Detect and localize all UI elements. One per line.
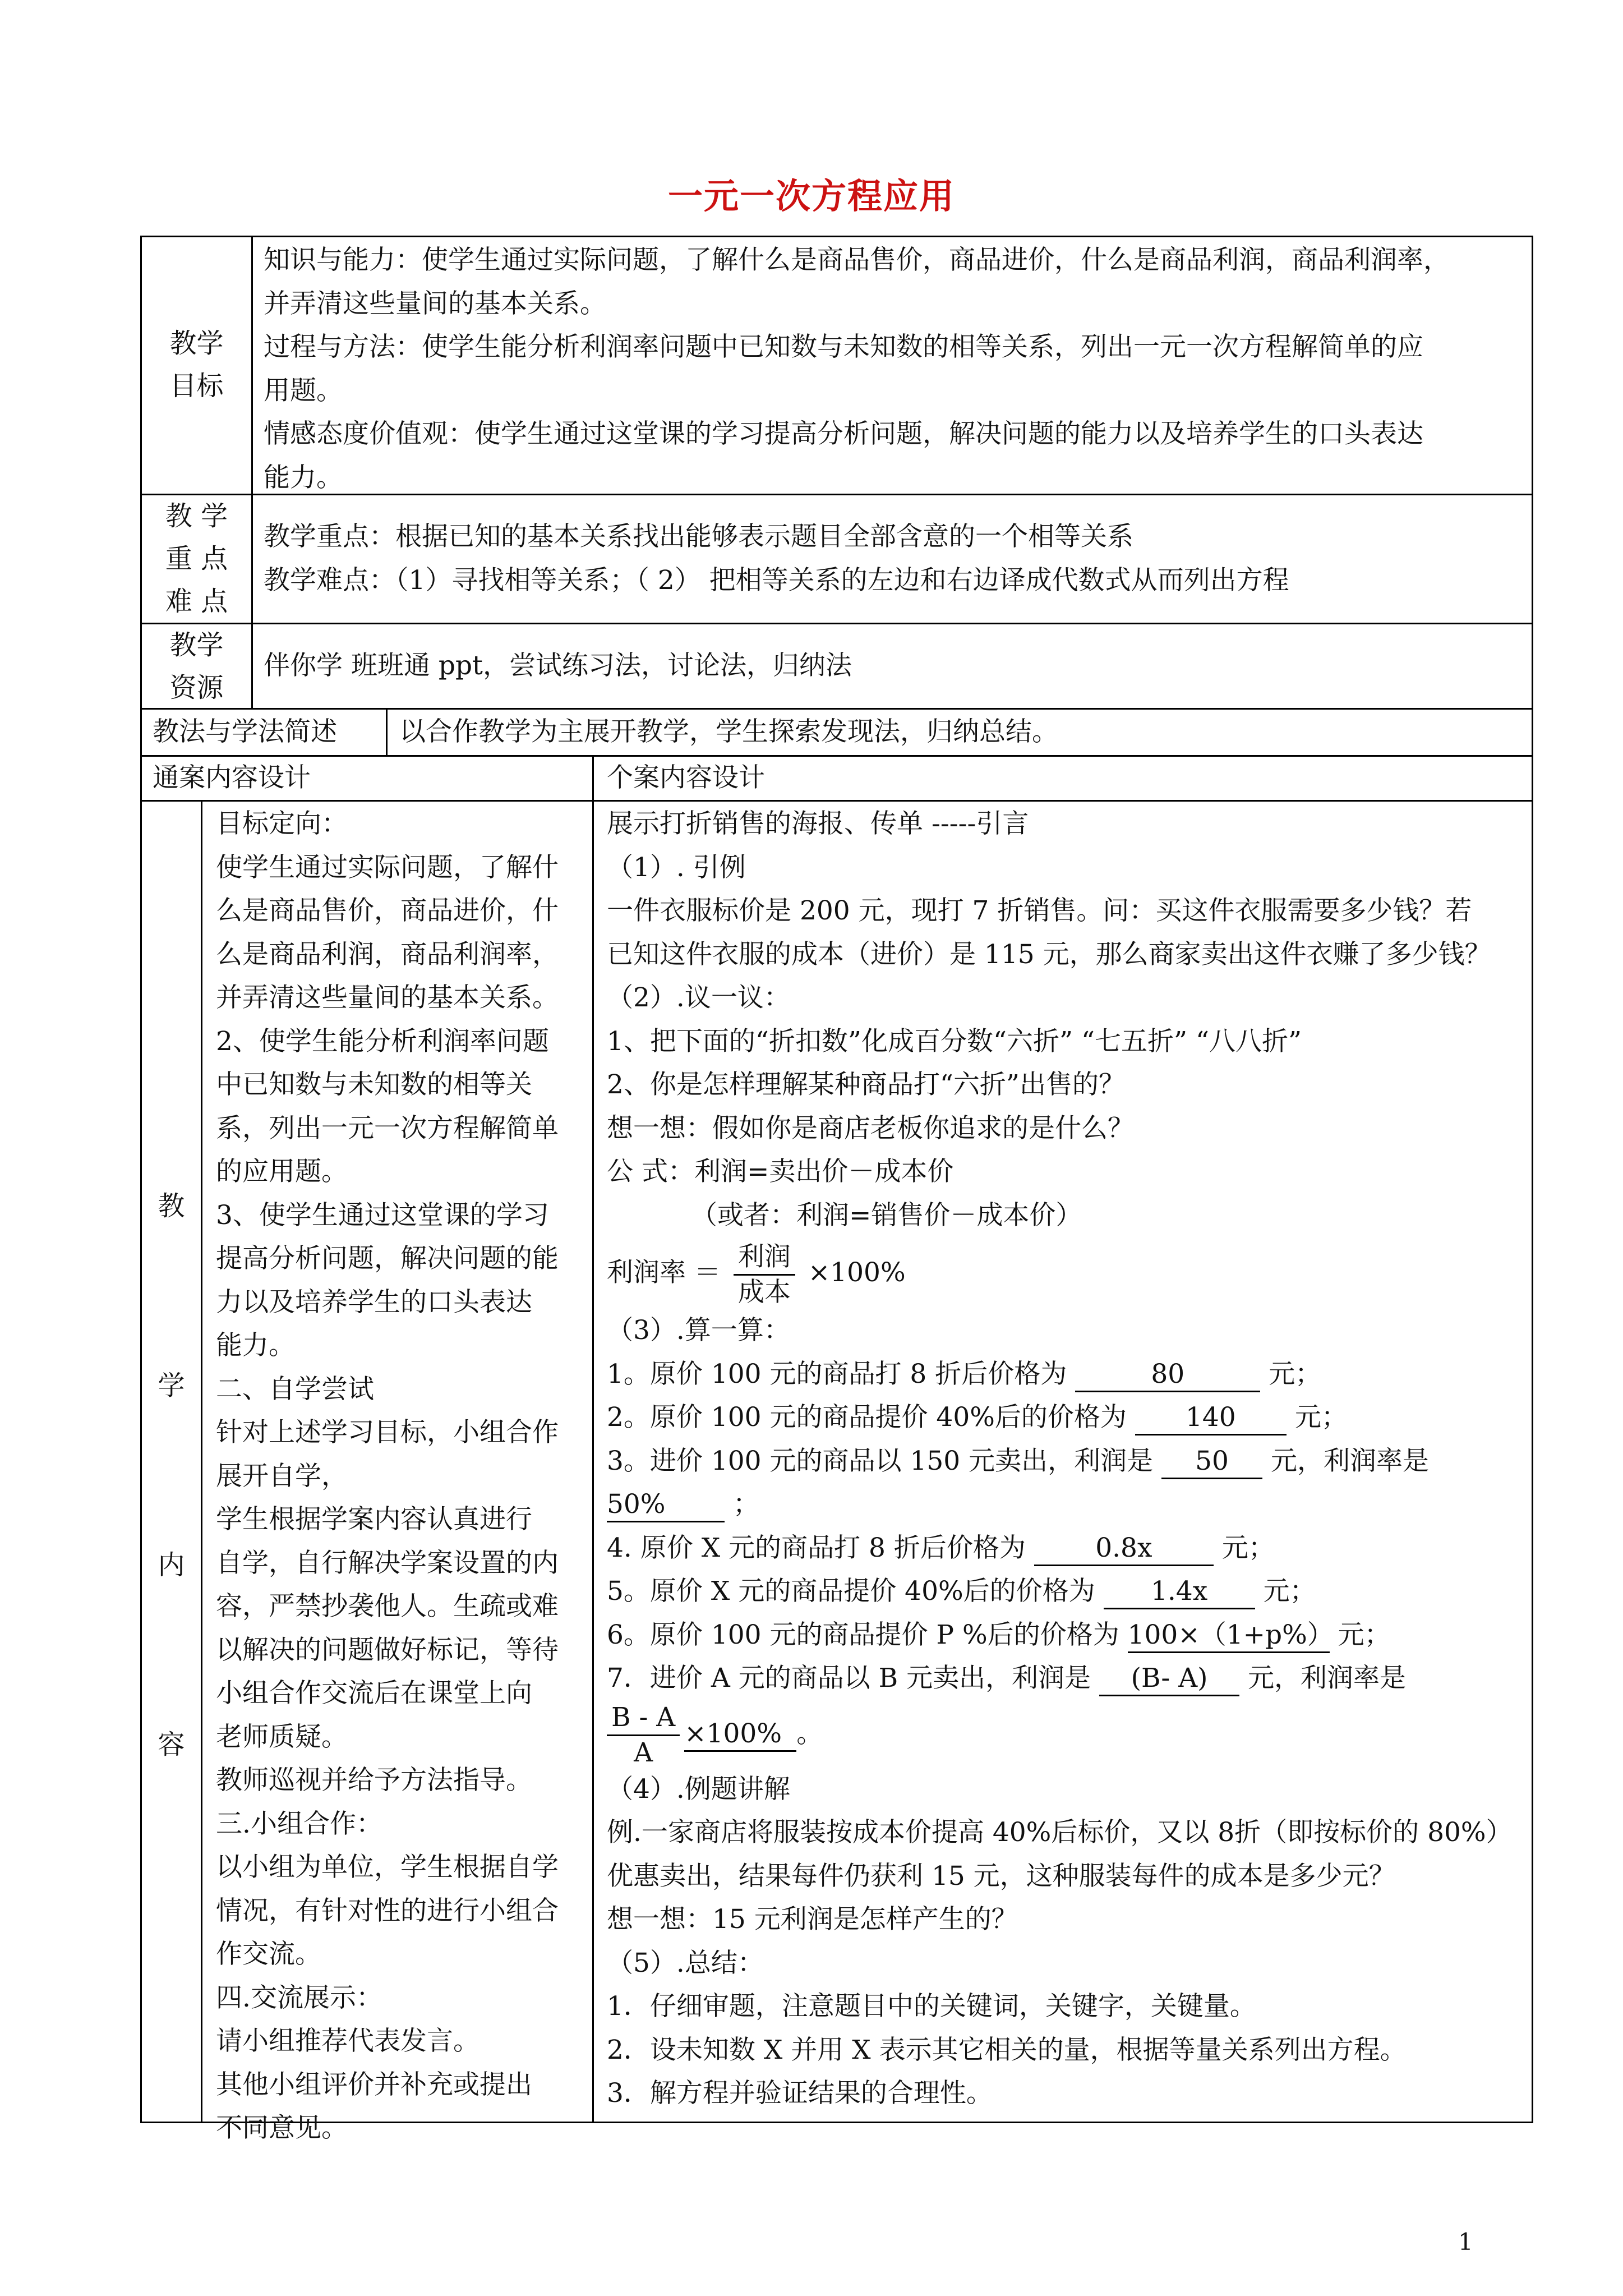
think-line: 想一想：15 元利润是怎样产生的？ (607, 1904, 1018, 1935)
list-item: 并弄清这些量间的基本关系。 (216, 982, 559, 1013)
exercise-6: 6。原价 100 元的商品提价 P %后的价格为 100×（1+p%） 元； (607, 1613, 1527, 1657)
formula-line: （或者：利润=销售价－成本价） (691, 1199, 1082, 1231)
exercise-7: 7．进价 A 元的商品以 B 元卖出，利润是 (B- A) 元，利润率是 (607, 1657, 1527, 1700)
list-item: 作交流。 (216, 1939, 321, 1970)
individual-design-header: 个案内容设计 (607, 762, 765, 793)
list-item: 3、使学生通过这堂课的学习 (216, 1199, 549, 1231)
intro-line: 展示打折销售的海报、传单 -----引言 (607, 808, 1029, 839)
list-item: 教师巡视并给予方法指导。 (216, 1765, 532, 1796)
exercise-4: 4. 原价 X 元的商品打 8 折后价格为 0.8x 元； (607, 1526, 1527, 1570)
list-item: 的应用题。 (216, 1156, 348, 1187)
exercise-7-answer: $\frac{B - A}{A}$ ×100% 。 (607, 1700, 1527, 1768)
list-item: 中已知数与未知数的相等关 (216, 1069, 532, 1100)
list-item: 请小组推荐代表发言。 (216, 2026, 479, 2056)
page-number: 1 (1458, 2228, 1473, 2256)
side-label-teaching-content: 教 学 内 容 (158, 1190, 185, 1760)
list-item: 目标定向： (216, 808, 348, 839)
section-title: （5）.总结： (607, 1947, 764, 1978)
list-item: 使学生通过实际问题，了解什 (216, 852, 559, 883)
summary-item: 3．解方程并验证结果的合理性。 (607, 2078, 993, 2109)
list-item: 老师质疑。 (216, 1721, 348, 1752)
profit-rate-answer-fraction: $\frac{B - A}{A}$ (607, 1701, 680, 1770)
list-item: 系，列出一元一次方程解简单 (216, 1112, 559, 1144)
profit-rate-fraction: $\frac{\text{利润}}{\text{成本}}$ (734, 1240, 795, 1309)
list-item: 提高分析问题，解决问题的能 (216, 1243, 559, 1274)
section-title: （4）.例题讲解 (607, 1773, 790, 1805)
list-item: 容，严禁抄袭他人。生疏或难 (216, 1591, 559, 1622)
answer-blank: 80 (1075, 1358, 1260, 1392)
exercise-5: 5。原价 X 元的商品提价 40%后的价格为 1.4x 元； (607, 1570, 1527, 1613)
section-title: （2）.议一议： (607, 982, 790, 1013)
difficulty-line: 教学难点：（1）寻找相等关系；（ 2） 把相等关系的左边和右边译成代数式从而列出方程 (264, 564, 1289, 596)
summary-item: 2．设未知数 X 并用 X 表示其它相关的量，根据等量关系列出方程。 (607, 2034, 1407, 2065)
methods-content: 以合作教学为主展开教学，学生探索发现法，归纳总结。 (399, 716, 1058, 747)
resources-content: 伴你学 班班通 ppt，尝试练习法，讨论法，归纳法 (264, 650, 852, 681)
teaching-goals-content (264, 238, 1525, 499)
example-line: 一件衣服标价是 200 元，现打 7 折销售。问：买这件衣服需要多少钱？若 (607, 895, 1472, 926)
goal-line: 并弄清这些量间的基本关系。 (264, 288, 606, 319)
section-title: （3）.算一算： (607, 1315, 790, 1346)
summary-item: 1．仔细审题，注意题目中的关键词，关键字，关键量。 (607, 1991, 1256, 2022)
goal-line: 情感态度价值观：使学生通过这堂课的学习提高分析问题，解决问题的能力以及培养学生的口头表达 (264, 418, 1423, 449)
row-label-key-points: 教 学 重 点 难 点 (165, 500, 228, 617)
general-design-content (216, 802, 589, 2150)
think-line: 想一想：假如你是商店老板你追求的是什么？ (607, 1112, 1134, 1144)
list-item: 学生根据学案内容认真进行 (216, 1504, 532, 1535)
example-line: 优惠卖出，结果每件仍获利 15 元，这种服装每件的成本是多少元？ (607, 1860, 1395, 1892)
list-item: 其他小组评价并补充或提出 (216, 2069, 532, 2100)
exercise-3: 3。进价 100 元的商品以 150 元卖出，利润是 50 元，利润率是 (607, 1439, 1527, 1483)
list-item: 以小组为单位，学生根据自学 (216, 1852, 559, 1883)
answer-blank: 50 (1161, 1445, 1262, 1479)
general-design-header: 通案内容设计 (153, 762, 311, 793)
formula-line: 公 式：利润=卖出价－成本价 (607, 1156, 954, 1187)
goal-line: 知识与能力：使学生通过实际问题，了解什么是商品售价，商品进价，什么是商品利润，商品利润率， (264, 245, 1450, 275)
exercise-3-cont: 50% ； (607, 1483, 1527, 1526)
profit-rate-formula: 利润率 ＝ $\frac{\text{利润}}{\text{成本}}$ ×100% (607, 1237, 1527, 1309)
section-title: （1）. 引例 (607, 852, 746, 883)
row-label-methods: 教法与学法简述 (153, 716, 337, 747)
answer-blank: 100×（1+p%） (1128, 1619, 1330, 1653)
exercise-2: 2。原价 100 元的商品提价 40%后的价格为 140 元； (607, 1396, 1527, 1439)
page-title: 一元一次方程应用 (667, 176, 955, 217)
list-item: 力以及培养学生的口头表达 (216, 1286, 532, 1318)
goal-line: 过程与方法：使学生能分析利润率问题中已知数与未知数的相等关系，列出一元一次方程解简单的应 (264, 332, 1423, 362)
goal-line: 能力。 (264, 462, 343, 493)
list-item: 情况，有针对性的进行小组合 (216, 1895, 559, 1926)
answer-blank: (B- A) (1099, 1662, 1239, 1696)
list-item: 二、自学尝试 (216, 1373, 374, 1405)
question-line: 1、把下面的“折扣数”化成百分数“六折” “七五折” “八八折” (607, 1025, 1302, 1057)
row-label-teaching-goals: 教学 目标 (169, 328, 224, 402)
list-item: 能力。 (216, 1330, 295, 1361)
answer-blank: 0.8x (1034, 1532, 1214, 1566)
list-item: 三.小组合作： (216, 1808, 382, 1839)
list-item: 2、使学生能分析利润率问题 (216, 1025, 549, 1057)
list-item: 四.交流展示： (216, 1982, 382, 2013)
list-item: 以解决的问题做好标记，等待 (216, 1634, 559, 1665)
list-item: 展开自学， (216, 1460, 348, 1492)
row-label-resources: 教学 资源 (169, 629, 224, 703)
list-item: 小组合作交流后在课堂上向 (216, 1678, 532, 1709)
list-item: 自学，自行解决学案设置的内 (216, 1547, 559, 1579)
answer-blank: 50% (607, 1488, 725, 1522)
example-line: 例.一家商店将服装按成本价提高 40%后标价，又以 8折（即按标价的 80%） (607, 1817, 1513, 1848)
answer-blank: 1.4x (1104, 1575, 1255, 1609)
example-line: 已知这件衣服的成本（进价）是 115 元，那么商家卖出这件衣赚了多少钱？ (607, 938, 1491, 970)
exercise-1: 1。原价 100 元的商品打 8 折后价格为 80 元； (607, 1352, 1527, 1396)
key-point-line: 教学重点：根据已知的基本关系找出能够表示题目全部含意的一个相等关系 (264, 521, 1133, 552)
individual-design-content (607, 802, 1527, 2115)
key-points-content (264, 515, 1525, 602)
goal-line: 用题。 (264, 375, 343, 406)
answer-blank: ×100% (684, 1718, 796, 1752)
list-item: 么是商品售价，商品进价，什 (216, 895, 559, 926)
list-item: 针对上述学习目标，小组合作 (216, 1417, 559, 1448)
list-item: 么是商品利润，商品利润率， (216, 938, 559, 970)
list-item: 不同意见。 (216, 2113, 348, 2143)
answer-blank: 140 (1135, 1401, 1287, 1435)
question-line: 2、你是怎样理解某种商品打“六折”出售的？ (607, 1069, 1125, 1100)
